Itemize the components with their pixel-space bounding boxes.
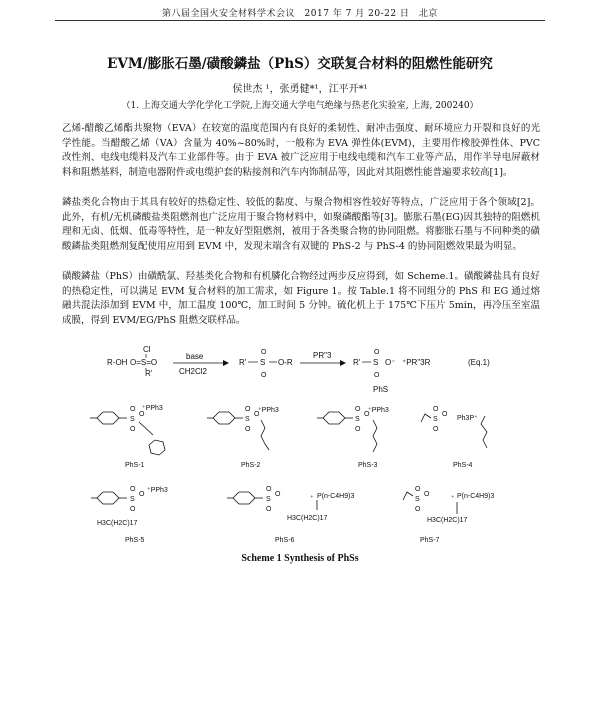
product-label: PhS xyxy=(373,385,389,394)
structure-phs-7 xyxy=(403,492,457,514)
cation-phs-7: P(n-C4H9)3 xyxy=(457,493,495,500)
label-phs-5: PhS-5 xyxy=(125,537,145,544)
svg-text:O: O xyxy=(415,486,421,493)
structures-row-2 xyxy=(91,492,457,514)
structure-text-row-1 xyxy=(125,405,478,469)
label-phs-6: PhS-6 xyxy=(275,537,295,544)
intermediate-ester: O-R xyxy=(278,358,293,367)
svg-text:O: O xyxy=(415,506,421,513)
structure-phs-5 xyxy=(91,492,127,504)
reactant-alcohol: R-OH xyxy=(107,358,128,367)
svg-text:O: O xyxy=(139,411,145,418)
svg-text:S: S xyxy=(355,416,360,423)
svg-text:O: O xyxy=(374,372,380,379)
svg-text:⁺PPh3: ⁺PPh3 xyxy=(142,405,163,412)
structure-phs-6 xyxy=(227,492,317,510)
svg-text:⁺PPh3: ⁺PPh3 xyxy=(147,487,168,494)
paragraph-intro: 乙烯-醋酸乙烯酯共聚物（EVA）在较宽的温度范围内有良好的柔韧性、耐冲击强度、耐环境应力开裂和良好的光学性能。当醋酸乙烯（VA）含量为 40%~80%时，一般称为 EVA 弹性体(EVM)，主要用作橡胶弹性体、PVC 改性剂、电线电缆料及汽车工业部件等。由于 EVA 被广泛应用于电线电缆和汽车工业等产品，用作半导电屏蔽材料和阻燃基料，制造电器附件或电缆护套的粘接剂和汽车内饰制品等，因此对其阻燃性能普遍要求较高[1]。 xyxy=(62,123,540,178)
svg-text:O: O xyxy=(355,406,361,413)
svg-text:O: O xyxy=(130,506,136,513)
label-phs-2: PhS-2 xyxy=(241,462,261,469)
chain-phs-6: H3C(H2C)17 xyxy=(287,515,328,522)
svg-text:O: O xyxy=(374,349,380,356)
svg-text:S: S xyxy=(266,496,271,503)
svg-text:O: O xyxy=(266,486,272,493)
svg-text:O: O xyxy=(261,349,267,356)
reactant-r-group: R' xyxy=(145,369,153,378)
svg-text:Ph3P⁺: Ph3P⁺ xyxy=(457,415,478,422)
svg-text:O: O xyxy=(254,411,260,418)
structure-phs-1 xyxy=(90,412,165,455)
label-phs-1: PhS-1 xyxy=(125,462,145,469)
svg-text:S: S xyxy=(130,496,135,503)
svg-text:O: O xyxy=(355,426,361,433)
svg-text:S: S xyxy=(433,416,438,423)
reaction-equation xyxy=(107,345,490,394)
conference-header: 第八届全国火安全材料学术会议 2017 年 7 月 20-22 日 北京 xyxy=(162,9,438,19)
svg-text:O: O xyxy=(245,406,251,413)
paragraph-background: 鏻盐类化合物由于其具有较好的热稳定性、较低的黏度、与聚合物相容性较好等特点，广泛应用于各个领域[2]。此外，有机/无机磷酸盐类阻燃剂也广泛应用于聚合物材料中，如聚磷酸酯等[3]。膨胀石墨(EG)因其独特的阻燃机理和无卤、低烟、低毒等特性，是一种友好型阻燃剂，被用于各类聚合物的协同阻燃。将膨胀石墨与不同种类的磺酸鏻盐类阻燃剂复配使用应用到 EVM 中，发现末端含有双键的 PhS-2 与 PhS-4 的协同阻燃效果最为明显。 xyxy=(62,197,540,252)
reagent-base: base xyxy=(186,352,204,361)
svg-text:⁺: ⁺ xyxy=(451,495,455,502)
affiliation: （1. 上海交通大学化学化工学院,上海交通大学电气绝缘与热老化实验室, 上海, 200240） xyxy=(121,101,479,111)
reagent-solvent: CH2Cl2 xyxy=(179,367,208,376)
header-rule xyxy=(55,20,545,21)
product-anion: O⁻ xyxy=(385,358,396,367)
svg-text:O: O xyxy=(261,372,267,379)
product-r: R' xyxy=(353,358,361,367)
scheme-caption: Scheme 1 Synthesis of PhSs xyxy=(241,553,359,564)
svg-text:S: S xyxy=(415,496,420,503)
svg-text:O: O xyxy=(245,426,251,433)
structure-phs-2 xyxy=(207,412,269,450)
svg-text:O: O xyxy=(433,426,439,433)
chain-phs-5: H3C(H2C)17 xyxy=(97,520,138,527)
svg-text:O: O xyxy=(130,426,136,433)
svg-text:O: O xyxy=(433,406,439,413)
structures-row-1 xyxy=(90,412,487,455)
svg-text:O: O xyxy=(130,486,136,493)
svg-text:O: O xyxy=(442,411,448,418)
intermediate-sulfur: S xyxy=(260,358,266,367)
svg-text:O: O xyxy=(275,491,281,498)
product-cation: ⁺PR"3R xyxy=(402,358,431,367)
paragraph-method: 磺酸鏻盐（PhS）由磺酰氯、羟基类化合物和有机膦化合物经过两步反应得到，如 Scheme.1。磺酸鏻盐具有良好的热稳定性，可以满足 EVM 复合材料的加工需求，如 Figure 1。按 Table.1 将不同组分的 PhS 和 EG 通过熔融共混法添加到 EVM 中，加工温度 100℃，加工时间 5 分钟。硫化机上于 175℃下压片 5min，再冷压至室温成膜，得到 EVM/EG/PhS 阻燃交联样品。 xyxy=(62,271,540,326)
equation-label: (Eq.1) xyxy=(468,358,490,367)
svg-text:O: O xyxy=(139,491,145,498)
svg-text:⁺PPh3: ⁺PPh3 xyxy=(368,407,389,414)
cation-phs-6: P(n-C4H9)3 xyxy=(317,493,355,500)
svg-text:O: O xyxy=(266,506,272,513)
label-phs-4: PhS-4 xyxy=(453,462,473,469)
sulfonyl-group: O=S=O xyxy=(130,358,158,367)
label-phs-3: PhS-3 xyxy=(358,462,378,469)
svg-text:S: S xyxy=(130,416,135,423)
structure-text-row-2 xyxy=(97,486,494,544)
reactant-chlorine: Cl xyxy=(143,345,151,354)
chain-phs-7: H3C(H2C)17 xyxy=(427,517,468,524)
synthesis-scheme xyxy=(55,345,545,550)
svg-text:S: S xyxy=(245,416,250,423)
paper-title: EVM/膨胀石墨/磺酸鏻盐（PhS）交联复合材料的阻燃性能研究 xyxy=(107,56,493,72)
structure-phs-3 xyxy=(317,412,377,452)
authors: 侯世杰 ¹，张勇健*¹，江平开*¹ xyxy=(232,84,368,95)
label-phs-7: PhS-7 xyxy=(420,537,440,544)
product-sulfur: S xyxy=(373,358,379,367)
svg-text:O: O xyxy=(130,406,136,413)
svg-text:⁺PPh3: ⁺PPh3 xyxy=(258,407,279,414)
svg-text:O: O xyxy=(364,411,370,418)
reagent-phosphine: PR"3 xyxy=(313,351,332,360)
intermediate-r: R' xyxy=(239,358,247,367)
svg-text:O: O xyxy=(424,491,430,498)
svg-text:⁺: ⁺ xyxy=(310,495,314,502)
